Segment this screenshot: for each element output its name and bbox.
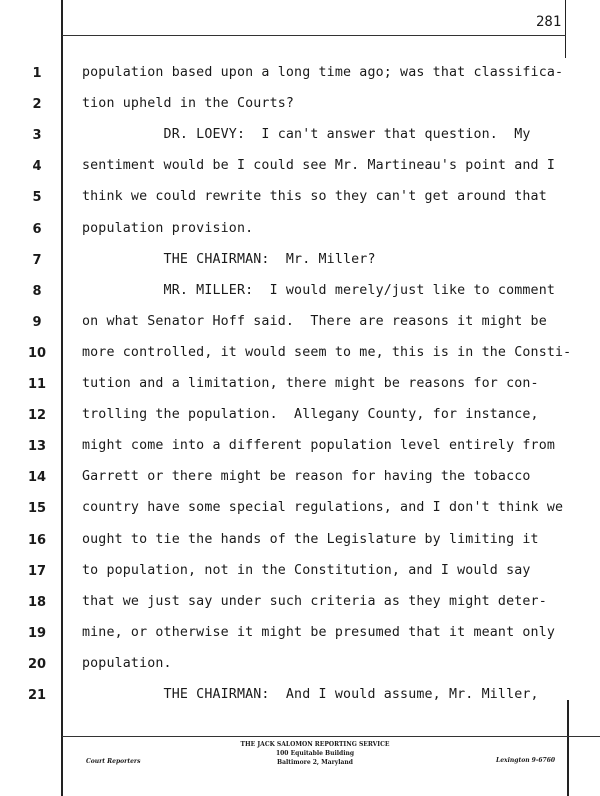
line-number: 2 bbox=[32, 97, 42, 113]
transcript-line: MR. MILLER: I would merely/just like to comment bbox=[82, 282, 556, 298]
right-margin-rule-bottom bbox=[567, 700, 569, 796]
line-number: 21 bbox=[27, 688, 47, 703]
transcript-line: DR. LOEVY: I can't answer that question. My bbox=[82, 127, 531, 143]
transcript-line: trolling the population. Allegany County, for instance, bbox=[82, 407, 539, 423]
transcript-line: THE CHAIRMAN: And I would assume, Mr. Miller, bbox=[82, 687, 539, 702]
transcript-line: that we just say under such criteria as they might deter- bbox=[82, 593, 547, 609]
footer-phone: Lexington 9-6760 bbox=[496, 757, 556, 764]
transcript-line: more controlled, it would seem to me, this is in the Consti- bbox=[82, 344, 572, 360]
line-number: 14 bbox=[27, 470, 47, 486]
transcript-line: mine, or otherwise it might be presumed that it meant only bbox=[82, 624, 556, 640]
footer-company: THE JACK SALOMON REPORTING SERVICE bbox=[240, 741, 390, 748]
line-number: 12 bbox=[27, 408, 47, 424]
line-number: 7 bbox=[32, 252, 42, 268]
line-number: 3 bbox=[32, 128, 42, 144]
transcript-line: think we could rewrite this so they can't get around that bbox=[82, 189, 547, 205]
header-rule bbox=[62, 35, 566, 36]
line-number: 4 bbox=[32, 159, 42, 175]
transcript-line: tion upheld in the Courts? bbox=[82, 96, 295, 112]
line-number: 16 bbox=[27, 532, 47, 548]
line-number: 9 bbox=[32, 314, 42, 330]
line-number: 15 bbox=[27, 501, 47, 517]
line-number: 8 bbox=[32, 283, 42, 299]
line-number: 11 bbox=[27, 377, 47, 392]
transcript-line: population provision. bbox=[82, 220, 254, 236]
transcript-line: to population, not in the Constitution, and I would say bbox=[82, 562, 531, 578]
line-number: 1 bbox=[32, 66, 42, 81]
right-margin-rule-top bbox=[565, 0, 566, 58]
footer-rule bbox=[62, 736, 600, 737]
transcript-line: country have some special regulations, and I don't think we bbox=[82, 500, 564, 516]
footer-address-2: Baltimore 2, Maryland bbox=[277, 759, 353, 766]
transcript-line: ought to tie the hands of the Legislature by limiting it bbox=[82, 531, 539, 547]
transcript-line: on what Senator Hoff said. There are reasons it might be bbox=[82, 313, 547, 329]
line-number: 10 bbox=[27, 345, 47, 361]
page-number: 281 bbox=[536, 14, 562, 30]
transcript-line: population. bbox=[82, 655, 172, 671]
transcript-line: tution and a limitation, there might be reasons for con- bbox=[82, 376, 539, 391]
line-number: 20 bbox=[27, 656, 47, 672]
line-number: 6 bbox=[32, 221, 42, 237]
transcript-line: Garrett or there might be reason for having the tobacco bbox=[82, 469, 531, 485]
transcript-line: THE CHAIRMAN: Mr. Miller? bbox=[82, 251, 376, 267]
footer-address-1: 100 Equitable Building bbox=[275, 750, 355, 757]
transcript-line: sentiment would be I could see Mr. Martineau's point and I bbox=[82, 158, 556, 174]
left-margin-rule bbox=[61, 0, 63, 796]
line-number: 5 bbox=[32, 190, 42, 206]
line-number: 17 bbox=[27, 563, 47, 579]
line-number: 19 bbox=[27, 625, 47, 641]
transcript-line: population based upon a long time ago; was that classifica- bbox=[82, 65, 564, 80]
line-number: 18 bbox=[27, 594, 47, 610]
transcript-line: might come into a different population level entirely from bbox=[82, 438, 556, 454]
line-number: 13 bbox=[27, 439, 47, 455]
footer-left: Court Reporters bbox=[86, 758, 141, 765]
